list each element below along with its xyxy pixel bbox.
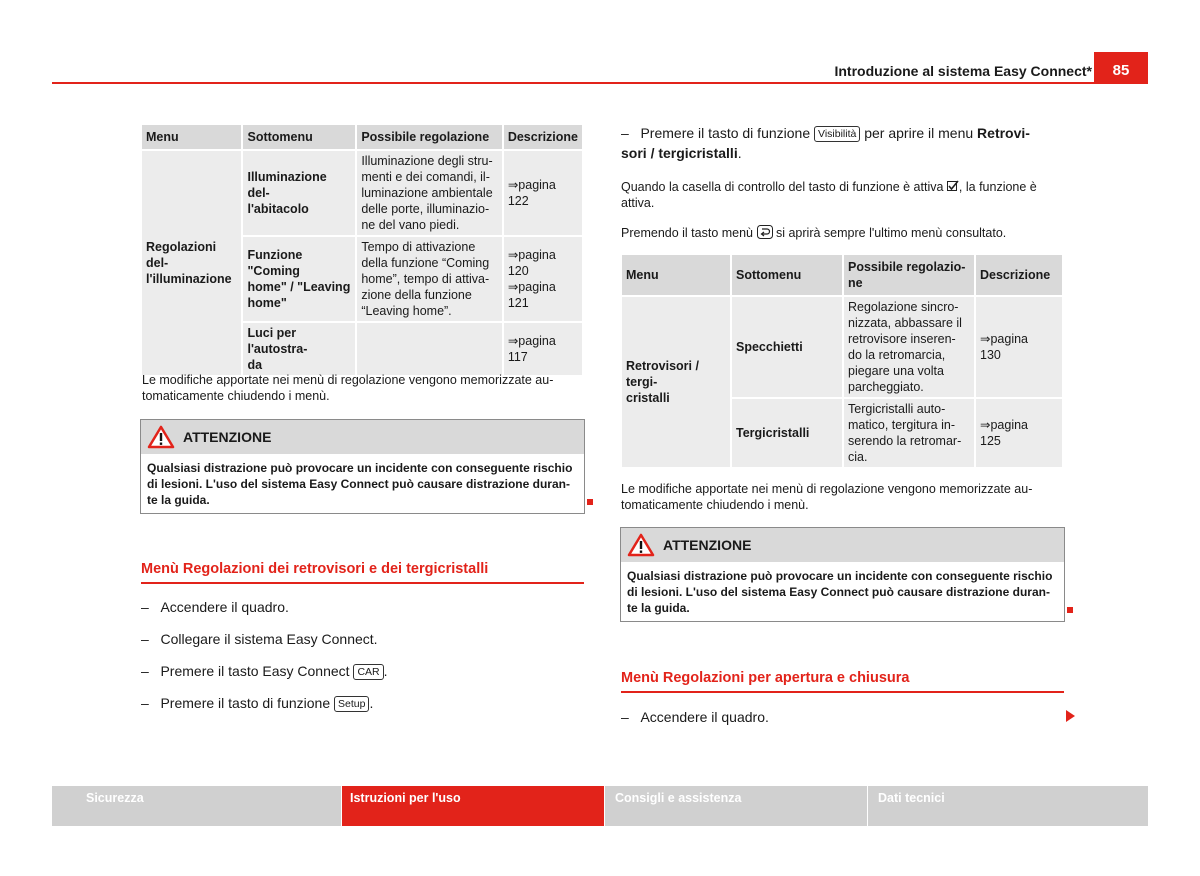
setting-cell: Regolazione sincro- nizzata, abbassare il retrovisore inseren- do la retromarcia, piegare una volta parcheggiato. (844, 297, 974, 397)
lighting-settings-table (140, 123, 584, 377)
submenu-cell: Funzione "Coming home" / "Leaving home" (243, 237, 355, 321)
footer-tab-consigli[interactable]: Consigli e assistenza (605, 786, 867, 826)
warning-header (621, 528, 1064, 562)
col-header-setting: Possibile regolazio- ne (844, 255, 974, 295)
table-row (622, 297, 1062, 397)
step-item: – Collegare il sistema Easy Connect. (141, 631, 378, 647)
page-number: 85 (1094, 52, 1148, 84)
step-item: – Premere il tasto Easy Connect CAR . (141, 663, 388, 679)
step-item: – Accendere il quadro. (141, 599, 289, 615)
checkbox-checked-icon (947, 180, 959, 192)
footer-tab-dati-tecnici[interactable]: Dati tecnici (868, 786, 1148, 826)
warning-title: ATTENZIONE (663, 537, 752, 553)
step-item: – Accendere il quadro. (621, 709, 769, 725)
running-header-title: Introduzione al sistema Easy Connect* (834, 63, 1092, 79)
warning-header (141, 420, 584, 454)
visibility-key-icon: Visibilità (814, 126, 860, 142)
col-header-description: Descrizione (504, 125, 582, 149)
note-text: Le modifiche apportate nei menù di regolazione vengono memorizzate au- tomaticamente chiudendo i menù. (142, 373, 554, 403)
submenu-cell: Luci per l'autostra- da (243, 323, 355, 375)
description-cell[interactable]: ⇒pagina 122 (504, 151, 582, 235)
description-cell[interactable]: ⇒pagina 120 ⇒pagina 121 (504, 237, 582, 321)
end-marker (1067, 607, 1073, 613)
warning-box (620, 527, 1065, 622)
header-rule (52, 82, 1148, 84)
warning-title: ATTENZIONE (183, 429, 272, 445)
right-table-wrap (620, 253, 1064, 469)
table-row (142, 151, 582, 235)
col-header-submenu: Sottomenu (243, 125, 355, 149)
left-column (140, 123, 584, 377)
setup-key-icon: Setup (334, 696, 369, 712)
col-header-submenu: Sottomenu (732, 255, 842, 295)
warning-text: Qualsiasi distrazione può provocare un incidente con conseguente rischio di lesioni. L'uso del sistema Easy Connect può causare distrazione duran- te la guida. (627, 569, 1053, 615)
table-header-row (622, 255, 1062, 295)
col-header-menu: Menu (622, 255, 730, 295)
setting-cell: Illuminazione degli stru- menti e dei comandi, il- luminazione ambientale delle porte, illuminazio- ne del vano piedi. (357, 151, 502, 235)
setting-cell: Tempo di attivazione della funzione “Coming home”, tempo di attiva- zione della funzione “Leaving home”. (357, 237, 502, 321)
warning-triangle-icon (627, 533, 655, 557)
description-cell[interactable]: ⇒pagina 117 (504, 323, 582, 375)
checkbox-paragraph: Quando la casella di controllo del tasto di funzione è attiva , la funzione è attiva. (621, 180, 1037, 210)
footer-tab-sicurezza[interactable]: Sicurezza (52, 786, 341, 826)
note-text: Le modifiche apportate nei menù di regolazione vengono memorizzate au- tomaticamente chiudendo i menù. (621, 482, 1033, 512)
submenu-cell: Specchietti (732, 297, 842, 397)
table-header-row (142, 125, 582, 149)
continue-arrow-icon[interactable] (1066, 710, 1076, 722)
submenu-cell: Tergicristalli (732, 399, 842, 467)
setting-cell (357, 323, 502, 375)
car-key-icon: CAR (353, 664, 383, 680)
description-cell[interactable]: ⇒pagina 125 (976, 399, 1062, 467)
col-header-description: Descrizione (976, 255, 1062, 295)
submenu-cell: Illuminazione del- l'abitacolo (243, 151, 355, 235)
col-header-menu: Menu (142, 125, 241, 149)
section-heading: Menù Regolazioni dei retrovisori e dei tergicristalli (141, 561, 584, 584)
step-item: – Premere il tasto di funzione Setup . (141, 695, 374, 711)
description-cell[interactable]: ⇒pagina 130 (976, 297, 1062, 397)
mirrors-wipers-table (620, 253, 1064, 469)
menu-return-icon (757, 225, 773, 239)
footer-tab-istruzioni[interactable]: Istruzioni per l'uso (342, 786, 604, 826)
menu-cell: Regolazioni del- l'illuminazione (142, 151, 241, 375)
section-heading: Menù Regolazioni per apertura e chiusura (621, 670, 1064, 693)
step-item: – Premere il tasto di funzione Visibilità per aprire il menu Retrovi- sori / tergicristalli. (621, 125, 1030, 161)
col-header-setting: Possibile regolazione (357, 125, 502, 149)
warning-text: Qualsiasi distrazione può provocare un incidente con conseguente rischio di lesioni. L'uso del sistema Easy Connect può causare distrazione duran- te la guida. (147, 461, 573, 507)
setting-cell: Tergicristalli auto- matico, tergitura in- serendo la retromar- cia. (844, 399, 974, 467)
warning-triangle-icon (147, 425, 175, 449)
warning-box (140, 419, 585, 514)
end-marker (587, 499, 593, 505)
menu-cell: Retrovisori / tergi- cristalli (622, 297, 730, 467)
menu-key-paragraph: Premendo il tasto menù si aprirà sempre l'ultimo menù consultato. (621, 226, 1007, 240)
